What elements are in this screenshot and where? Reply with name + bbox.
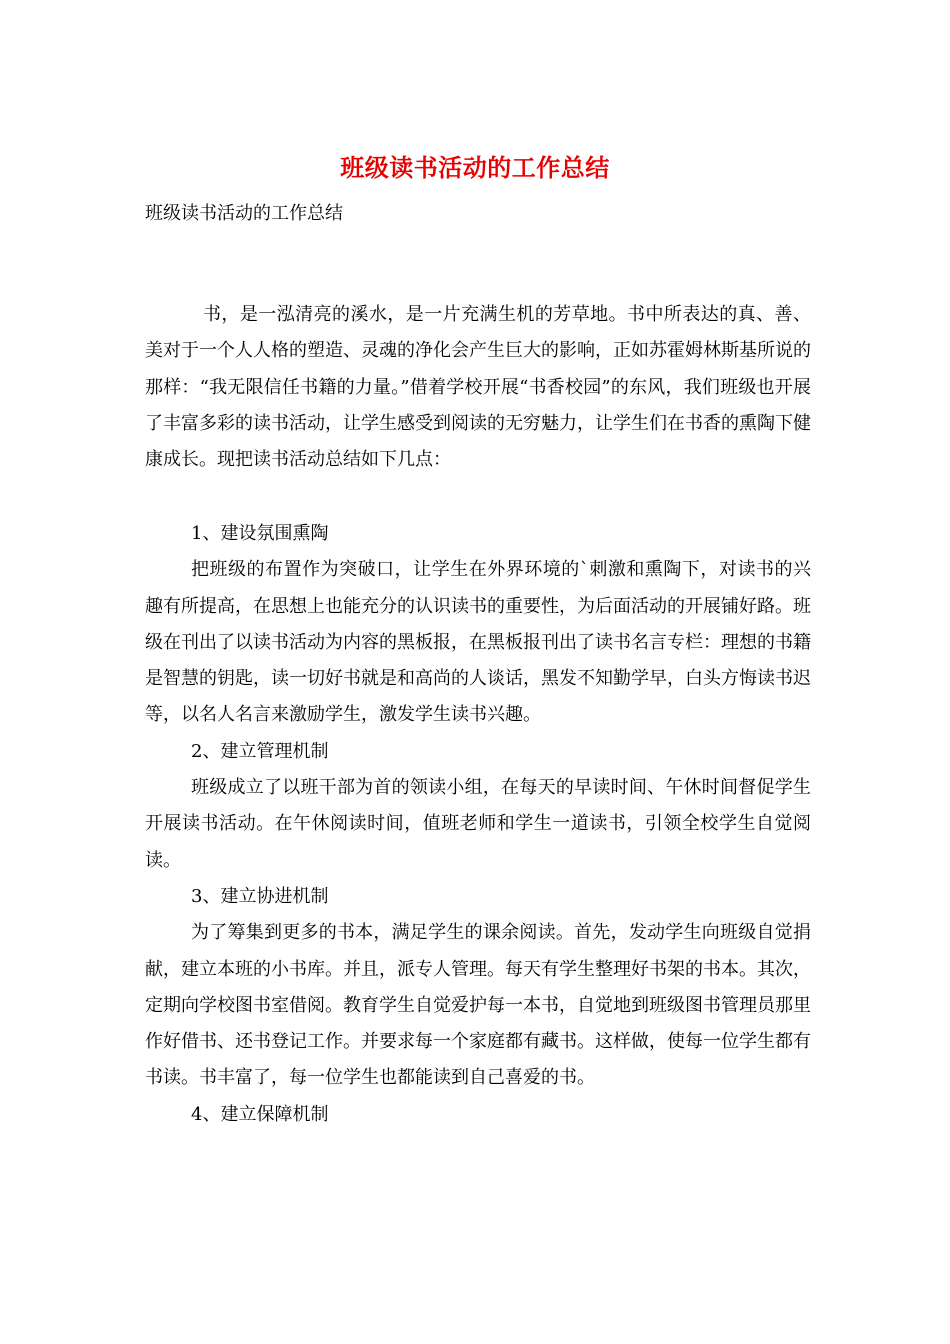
- intro-paragraph: 书，是一泓清亮的溪水，是一片充满生机的芳草地。书中所表达的真、善、美对于一个人人格的塑造、灵魂的净化会产生巨大的影响，正如苏霍姆林斯基所说的那样：“我无限信任书籍的力量。”借着学校开展“书香校园”的东风，我们班级也开展了丰富多彩的读书活动，让学生感受到阅读的无穷魅力，让学生们在书香的熏陶下健康成长。现把读书活动总结如下几点：: [145, 304, 811, 471]
- section-heading: 1、建设氛围熏陶: [191, 523, 329, 544]
- section-heading: 3、建立协进机制: [191, 885, 329, 907]
- document-subtitle: 班级读书活动的工作总结: [145, 203, 343, 224]
- section-paragraph: 把班级的布置作为突破口，让学生在外界环境的`刺激和熏陶下，对读书的兴趣有所提高，在思想上也能充分的认识读书的重要性，为后面活动的开展铺好路。班级在刊出了以读书活动为内容的黑板报，在黑板报刊出了读书名言专栏：理想的书籍是智慧的钥匙，读一切好书就是和高尚的人谈话，黑发不知勤学早，白头方悔读书迟等，以名人名言来激励学生，激发学生读书兴趣。: [145, 559, 811, 726]
- sections-container: [145, 516, 811, 1133]
- section-heading: 2、建立管理机制: [191, 740, 329, 762]
- section-heading: 4、建立保障机制: [191, 1103, 329, 1125]
- document-title: 班级读书活动的工作总结: [340, 153, 610, 182]
- section-paragraph: 为了筹集到更多的书本，满足学生的课余阅读。首先，发动学生向班级自觉捐献，建立本班的小书库。并且，派专人管理。每天有学生整理好书架的书本。其次，定期向学校图书室借阅。教育学生自觉爱护每一本书，自觉地到班级图书管理员那里作好借书、还书登记工作。并要求每一个家庭都有藏书。这样做，使每一位学生都有书读。书丰富了，每一位学生也都能读到自己喜爱的书。: [145, 922, 811, 1089]
- section-paragraph: 班级成立了以班干部为首的领读小组，在每天的早读时间、午休时间督促学生开展读书活动。在午休阅读时间，值班老师和学生一道读书，引领全校学生自觉阅读。: [145, 777, 811, 871]
